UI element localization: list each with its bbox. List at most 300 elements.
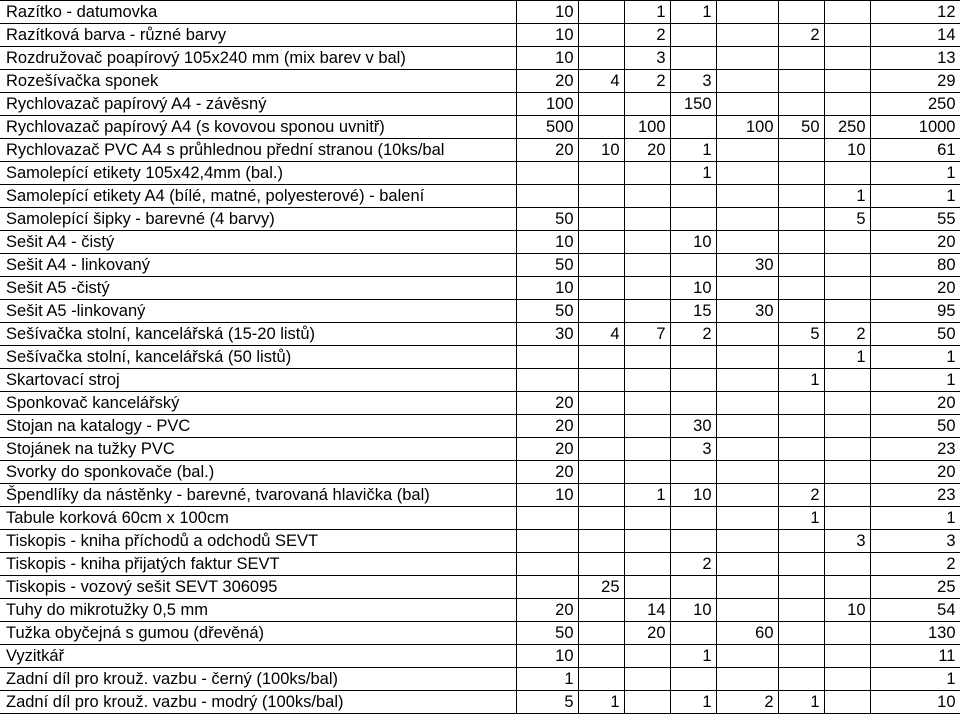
quantity-cell[interactable]: 20 [624, 622, 670, 645]
total-cell[interactable]: 10 [870, 691, 960, 714]
quantity-cell[interactable] [670, 24, 716, 47]
quantity-cell[interactable] [578, 415, 624, 438]
total-cell[interactable]: 1 [870, 346, 960, 369]
quantity-cell[interactable] [578, 300, 624, 323]
quantity-cell[interactable] [670, 461, 716, 484]
quantity-cell[interactable] [716, 277, 778, 300]
quantity-cell[interactable] [716, 231, 778, 254]
table-row [0, 668, 960, 691]
quantity-cell[interactable] [716, 369, 778, 392]
quantity-cell[interactable] [578, 484, 624, 507]
quantity-cell[interactable] [624, 392, 670, 415]
table-row [0, 553, 960, 576]
table-row [0, 530, 960, 553]
quantity-cell[interactable] [824, 553, 870, 576]
quantity-cell[interactable] [578, 461, 624, 484]
table-row [0, 162, 960, 185]
total-cell[interactable]: 95 [870, 300, 960, 323]
quantity-cell[interactable] [716, 185, 778, 208]
quantity-cell[interactable] [778, 530, 824, 553]
total-cell[interactable]: 11 [870, 645, 960, 668]
quantity-cell[interactable] [778, 231, 824, 254]
quantity-cell[interactable] [516, 576, 578, 599]
quantity-cell[interactable] [716, 668, 778, 691]
quantity-cell[interactable] [578, 553, 624, 576]
quantity-cell[interactable] [578, 622, 624, 645]
quantity-cell[interactable]: 1 [670, 139, 716, 162]
quantity-cell[interactable]: 5 [778, 323, 824, 346]
quantity-cell[interactable]: 4 [578, 323, 624, 346]
quantity-cell[interactable] [624, 369, 670, 392]
item-name-cell[interactable]: Rychlovazač papírový A4 - závěsný [0, 93, 516, 116]
table-row [0, 185, 960, 208]
quantity-cell[interactable]: 10 [516, 24, 578, 47]
quantity-cell[interactable]: 10 [516, 47, 578, 70]
quantity-cell[interactable]: 1 [778, 691, 824, 714]
quantity-cell[interactable]: 1 [778, 369, 824, 392]
item-name-cell[interactable]: Tuhy do mikrotužky 0,5 mm [0, 599, 516, 622]
quantity-cell[interactable]: 20 [516, 392, 578, 415]
quantity-cell[interactable]: 150 [670, 93, 716, 116]
quantity-cell[interactable] [778, 208, 824, 231]
total-cell[interactable]: 1 [870, 668, 960, 691]
quantity-cell[interactable] [516, 162, 578, 185]
total-cell[interactable]: 12 [870, 1, 960, 24]
quantity-cell[interactable]: 14 [624, 599, 670, 622]
quantity-cell[interactable]: 100 [624, 116, 670, 139]
item-name-cell[interactable]: Rozdružovač poapírový 105x240 mm (mix barev v bal) [0, 47, 516, 70]
item-name-cell[interactable]: Tiskopis - vozový sešit SEVT 306095 [0, 576, 516, 599]
total-cell[interactable]: 130 [870, 622, 960, 645]
quantity-cell[interactable]: 100 [516, 93, 578, 116]
quantity-cell[interactable] [578, 599, 624, 622]
quantity-cell[interactable]: 30 [516, 323, 578, 346]
item-name-cell[interactable]: Razítko - datumovka [0, 1, 516, 24]
quantity-cell[interactable]: 250 [824, 116, 870, 139]
quantity-cell[interactable] [778, 392, 824, 415]
quantity-cell[interactable] [516, 530, 578, 553]
quantity-cell[interactable]: 7 [624, 323, 670, 346]
quantity-cell[interactable] [778, 162, 824, 185]
quantity-cell[interactable] [670, 622, 716, 645]
quantity-cell[interactable]: 3 [670, 70, 716, 93]
quantity-cell[interactable] [824, 93, 870, 116]
total-cell[interactable]: 250 [870, 93, 960, 116]
quantity-cell[interactable] [578, 93, 624, 116]
item-name-cell[interactable]: Sešívačka stolní, kancelářská (15-20 listů) [0, 323, 516, 346]
item-name-cell[interactable]: Sešit A5 -linkovaný [0, 300, 516, 323]
quantity-cell[interactable] [824, 277, 870, 300]
item-name-cell[interactable]: Tabule korková 60cm x 100cm [0, 507, 516, 530]
quantity-cell[interactable] [824, 24, 870, 47]
quantity-cell[interactable] [516, 369, 578, 392]
item-name-cell[interactable]: Tiskopis - kniha příchodů a odchodů SEVT [0, 530, 516, 553]
quantity-cell[interactable]: 1 [624, 484, 670, 507]
quantity-cell[interactable]: 5 [516, 691, 578, 714]
quantity-cell[interactable] [670, 576, 716, 599]
quantity-cell[interactable] [578, 185, 624, 208]
item-name-cell[interactable]: Rychlovazač PVC A4 s průhlednou přední stranou (10ks/bal [0, 139, 516, 162]
quantity-cell[interactable] [578, 1, 624, 24]
item-name-cell[interactable]: Sešit A4 - linkovaný [0, 254, 516, 277]
quantity-cell[interactable] [824, 47, 870, 70]
quantity-cell[interactable] [578, 645, 624, 668]
quantity-cell[interactable]: 10 [516, 484, 578, 507]
quantity-cell[interactable]: 50 [516, 254, 578, 277]
quantity-cell[interactable] [778, 70, 824, 93]
quantity-cell[interactable]: 20 [624, 139, 670, 162]
item-name-cell[interactable]: Svorky do sponkovače (bal.) [0, 461, 516, 484]
item-name-cell[interactable]: Špendlíky da nástěnky - barevné, tvarovaná hlavička (bal) [0, 484, 516, 507]
quantity-cell[interactable] [778, 1, 824, 24]
quantity-cell[interactable] [778, 668, 824, 691]
quantity-cell[interactable] [716, 47, 778, 70]
quantity-cell[interactable] [578, 392, 624, 415]
total-cell[interactable]: 20 [870, 277, 960, 300]
quantity-cell[interactable] [716, 530, 778, 553]
quantity-cell[interactable] [624, 645, 670, 668]
quantity-cell[interactable]: 50 [516, 622, 578, 645]
quantity-cell[interactable]: 1 [670, 691, 716, 714]
quantity-cell[interactable] [624, 530, 670, 553]
quantity-cell[interactable] [624, 277, 670, 300]
quantity-cell[interactable] [578, 208, 624, 231]
quantity-cell[interactable] [624, 461, 670, 484]
quantity-cell[interactable] [778, 461, 824, 484]
quantity-cell[interactable] [778, 645, 824, 668]
quantity-cell[interactable] [578, 24, 624, 47]
quantity-cell[interactable] [578, 47, 624, 70]
quantity-cell[interactable] [716, 139, 778, 162]
table-row [0, 323, 960, 346]
table-row [0, 438, 960, 461]
quantity-cell[interactable]: 5 [824, 208, 870, 231]
quantity-cell[interactable] [670, 208, 716, 231]
quantity-cell[interactable]: 1 [578, 691, 624, 714]
item-name-cell[interactable]: Stojan na katalogy - PVC [0, 415, 516, 438]
quantity-cell[interactable]: 2 [824, 323, 870, 346]
quantity-cell[interactable] [624, 231, 670, 254]
quantity-cell[interactable]: 2 [624, 24, 670, 47]
quantity-cell[interactable]: 10 [670, 484, 716, 507]
quantity-cell[interactable] [824, 369, 870, 392]
total-cell[interactable]: 3 [870, 530, 960, 553]
quantity-cell[interactable]: 1 [516, 668, 578, 691]
quantity-cell[interactable] [824, 645, 870, 668]
table-row [0, 139, 960, 162]
quantity-cell[interactable] [624, 415, 670, 438]
table-row [0, 70, 960, 93]
quantity-cell[interactable]: 3 [824, 530, 870, 553]
total-cell[interactable]: 80 [870, 254, 960, 277]
quantity-cell[interactable]: 2 [716, 691, 778, 714]
quantity-cell[interactable] [824, 576, 870, 599]
quantity-cell[interactable] [824, 461, 870, 484]
quantity-cell[interactable] [624, 691, 670, 714]
quantity-cell[interactable] [778, 185, 824, 208]
item-name-cell[interactable]: Tužka obyčejná s gumou (dřevěná) [0, 622, 516, 645]
quantity-cell[interactable] [778, 415, 824, 438]
quantity-cell[interactable] [578, 438, 624, 461]
quantity-cell[interactable]: 10 [670, 277, 716, 300]
quantity-cell[interactable] [824, 254, 870, 277]
total-cell[interactable]: 20 [870, 231, 960, 254]
item-name-cell[interactable]: Razítková barva - různé barvy [0, 24, 516, 47]
total-cell[interactable]: 54 [870, 599, 960, 622]
total-cell[interactable]: 61 [870, 139, 960, 162]
quantity-cell[interactable] [716, 507, 778, 530]
quantity-cell[interactable] [516, 346, 578, 369]
quantity-cell[interactable] [778, 599, 824, 622]
quantity-cell[interactable]: 3 [624, 47, 670, 70]
quantity-cell[interactable] [824, 668, 870, 691]
table-row [0, 1, 960, 24]
quantity-cell[interactable]: 20 [516, 70, 578, 93]
table-row [0, 231, 960, 254]
quantity-cell[interactable]: 1 [824, 185, 870, 208]
quantity-cell[interactable] [716, 392, 778, 415]
quantity-cell[interactable]: 1 [670, 1, 716, 24]
item-name-cell[interactable]: Sponkovač kancelářský [0, 392, 516, 415]
quantity-cell[interactable] [778, 93, 824, 116]
quantity-cell[interactable] [624, 162, 670, 185]
quantity-cell[interactable] [824, 1, 870, 24]
quantity-cell[interactable]: 3 [670, 438, 716, 461]
quantity-cell[interactable] [578, 668, 624, 691]
item-name-cell[interactable]: Zadní díl pro krouž. vazbu - černý (100ks/bal) [0, 668, 516, 691]
quantity-cell[interactable] [624, 576, 670, 599]
quantity-cell[interactable] [716, 599, 778, 622]
quantity-cell[interactable] [716, 415, 778, 438]
quantity-cell[interactable] [778, 622, 824, 645]
item-name-cell[interactable]: Samolepící šipky - barevné (4 barvy) [0, 208, 516, 231]
quantity-cell[interactable]: 10 [516, 645, 578, 668]
total-cell[interactable]: 50 [870, 415, 960, 438]
quantity-cell[interactable]: 10 [516, 231, 578, 254]
quantity-cell[interactable]: 20 [516, 139, 578, 162]
quantity-cell[interactable] [578, 231, 624, 254]
quantity-cell[interactable] [624, 438, 670, 461]
item-name-cell[interactable]: Rozešívačka sponek [0, 70, 516, 93]
quantity-cell[interactable] [624, 553, 670, 576]
quantity-cell[interactable] [824, 300, 870, 323]
quantity-cell[interactable] [716, 70, 778, 93]
item-name-cell[interactable]: Rychlovazač papírový A4 (s kovovou sponou uvnitř) [0, 116, 516, 139]
quantity-cell[interactable]: 10 [824, 599, 870, 622]
quantity-cell[interactable]: 50 [516, 208, 578, 231]
total-cell[interactable]: 50 [870, 323, 960, 346]
quantity-cell[interactable]: 20 [516, 599, 578, 622]
quantity-cell[interactable] [624, 668, 670, 691]
quantity-cell[interactable] [778, 438, 824, 461]
table-row [0, 254, 960, 277]
quantity-cell[interactable]: 20 [516, 415, 578, 438]
item-name-cell[interactable]: Zadní díl pro krouž. vazbu - modrý (100ks/bal) [0, 691, 516, 714]
quantity-cell[interactable] [716, 93, 778, 116]
item-name-cell[interactable]: Sešit A4 - čistý [0, 231, 516, 254]
quantity-cell[interactable]: 2 [624, 70, 670, 93]
total-cell[interactable]: 20 [870, 461, 960, 484]
quantity-cell[interactable] [778, 47, 824, 70]
quantity-cell[interactable] [824, 415, 870, 438]
quantity-cell[interactable] [516, 185, 578, 208]
total-cell[interactable]: 1 [870, 185, 960, 208]
table-row [0, 415, 960, 438]
quantity-cell[interactable] [716, 576, 778, 599]
quantity-cell[interactable]: 10 [516, 1, 578, 24]
total-cell[interactable]: 29 [870, 70, 960, 93]
quantity-cell[interactable] [670, 346, 716, 369]
quantity-cell[interactable] [578, 162, 624, 185]
quantity-cell[interactable] [624, 300, 670, 323]
quantity-cell[interactable]: 1 [624, 1, 670, 24]
quantity-cell[interactable] [516, 507, 578, 530]
quantity-cell[interactable]: 50 [778, 116, 824, 139]
table-row [0, 645, 960, 668]
quantity-cell[interactable] [716, 438, 778, 461]
quantity-cell[interactable] [716, 208, 778, 231]
quantity-cell[interactable] [778, 553, 824, 576]
quantity-cell[interactable] [778, 139, 824, 162]
quantity-cell[interactable] [778, 346, 824, 369]
item-name-cell[interactable]: Samolepící etikety A4 (bílé, matné, polyesterové) - balení [0, 185, 516, 208]
quantity-cell[interactable]: 10 [578, 139, 624, 162]
quantity-cell[interactable] [716, 24, 778, 47]
quantity-cell[interactable]: 100 [716, 116, 778, 139]
table-row [0, 346, 960, 369]
quantity-cell[interactable]: 1 [670, 162, 716, 185]
total-cell[interactable]: 1 [870, 369, 960, 392]
quantity-cell[interactable] [670, 530, 716, 553]
quantity-cell[interactable] [670, 668, 716, 691]
table-row [0, 277, 960, 300]
quantity-cell[interactable] [670, 47, 716, 70]
quantity-cell[interactable] [516, 553, 578, 576]
quantity-cell[interactable]: 60 [716, 622, 778, 645]
quantity-cell[interactable]: 1 [778, 507, 824, 530]
quantity-cell[interactable] [578, 277, 624, 300]
quantity-cell[interactable] [778, 300, 824, 323]
total-cell[interactable]: 55 [870, 208, 960, 231]
quantity-cell[interactable] [670, 116, 716, 139]
total-cell[interactable]: 14 [870, 24, 960, 47]
quantity-cell[interactable]: 30 [716, 300, 778, 323]
quantity-cell[interactable]: 25 [578, 576, 624, 599]
table-row [0, 24, 960, 47]
quantity-cell[interactable] [578, 346, 624, 369]
quantity-cell[interactable] [824, 70, 870, 93]
quantity-cell[interactable]: 2 [778, 24, 824, 47]
quantity-cell[interactable]: 4 [578, 70, 624, 93]
quantity-cell[interactable] [824, 691, 870, 714]
quantity-cell[interactable] [578, 254, 624, 277]
quantity-cell[interactable] [578, 507, 624, 530]
quantity-cell[interactable] [824, 438, 870, 461]
quantity-cell[interactable]: 2 [778, 484, 824, 507]
quantity-cell[interactable] [624, 93, 670, 116]
item-name-cell[interactable]: Tiskopis - kniha přijatých faktur SEVT [0, 553, 516, 576]
quantity-cell[interactable] [716, 346, 778, 369]
quantity-cell[interactable]: 30 [670, 415, 716, 438]
quantity-cell[interactable] [624, 346, 670, 369]
total-cell[interactable]: 1 [870, 162, 960, 185]
item-name-cell[interactable]: Stojánek na tužky PVC [0, 438, 516, 461]
quantity-cell[interactable] [578, 530, 624, 553]
total-cell[interactable]: 23 [870, 484, 960, 507]
total-cell[interactable]: 1000 [870, 116, 960, 139]
quantity-cell[interactable] [670, 507, 716, 530]
quantity-cell[interactable] [716, 553, 778, 576]
quantity-cell[interactable] [624, 507, 670, 530]
quantity-cell[interactable] [824, 622, 870, 645]
quantity-cell[interactable] [824, 392, 870, 415]
quantity-cell[interactable]: 500 [516, 116, 578, 139]
quantity-cell[interactable]: 2 [670, 323, 716, 346]
quantity-cell[interactable] [778, 277, 824, 300]
quantity-cell[interactable] [670, 185, 716, 208]
quantity-cell[interactable]: 1 [824, 346, 870, 369]
quantity-cell[interactable]: 10 [824, 139, 870, 162]
table-row [0, 576, 960, 599]
quantity-cell[interactable]: 50 [516, 300, 578, 323]
item-name-cell[interactable]: Skartovací stroj [0, 369, 516, 392]
quantity-cell[interactable] [670, 392, 716, 415]
item-name-cell[interactable]: Samolepící etikety 105x42,4mm (bal.) [0, 162, 516, 185]
quantity-cell[interactable] [824, 231, 870, 254]
quantity-cell[interactable]: 20 [516, 438, 578, 461]
total-cell[interactable]: 2 [870, 553, 960, 576]
quantity-cell[interactable] [778, 254, 824, 277]
quantity-cell[interactable]: 10 [516, 277, 578, 300]
quantity-cell[interactable] [670, 254, 716, 277]
quantity-cell[interactable]: 15 [670, 300, 716, 323]
total-cell[interactable]: 25 [870, 576, 960, 599]
quantity-cell[interactable]: 30 [716, 254, 778, 277]
quantity-cell[interactable] [778, 576, 824, 599]
table-row [0, 484, 960, 507]
table-row [0, 300, 960, 323]
quantity-cell[interactable] [716, 323, 778, 346]
quantity-cell[interactable] [624, 185, 670, 208]
item-name-cell[interactable]: Sešit A5 -čistý [0, 277, 516, 300]
quantity-cell[interactable] [824, 162, 870, 185]
quantity-cell[interactable]: 2 [670, 553, 716, 576]
item-name-cell[interactable]: Vyzitkář [0, 645, 516, 668]
quantity-cell[interactable] [578, 369, 624, 392]
total-cell[interactable]: 20 [870, 392, 960, 415]
quantity-cell[interactable] [624, 254, 670, 277]
total-cell[interactable]: 1 [870, 507, 960, 530]
quantity-cell[interactable] [624, 208, 670, 231]
quantity-cell[interactable] [824, 484, 870, 507]
quantity-cell[interactable] [716, 1, 778, 24]
quantity-cell[interactable] [824, 507, 870, 530]
item-name-cell[interactable]: Sešívačka stolní, kancelářská (50 listů) [0, 346, 516, 369]
quantity-cell[interactable] [670, 369, 716, 392]
table-row [0, 208, 960, 231]
quantity-cell[interactable]: 10 [670, 599, 716, 622]
quantity-cell[interactable] [716, 461, 778, 484]
quantity-cell[interactable]: 1 [670, 645, 716, 668]
quantity-cell[interactable] [578, 116, 624, 139]
quantity-cell[interactable] [716, 162, 778, 185]
quantity-cell[interactable]: 10 [670, 231, 716, 254]
total-cell[interactable]: 13 [870, 47, 960, 70]
quantity-cell[interactable]: 20 [516, 461, 578, 484]
total-cell[interactable]: 23 [870, 438, 960, 461]
quantity-cell[interactable] [716, 645, 778, 668]
quantity-cell[interactable] [716, 484, 778, 507]
